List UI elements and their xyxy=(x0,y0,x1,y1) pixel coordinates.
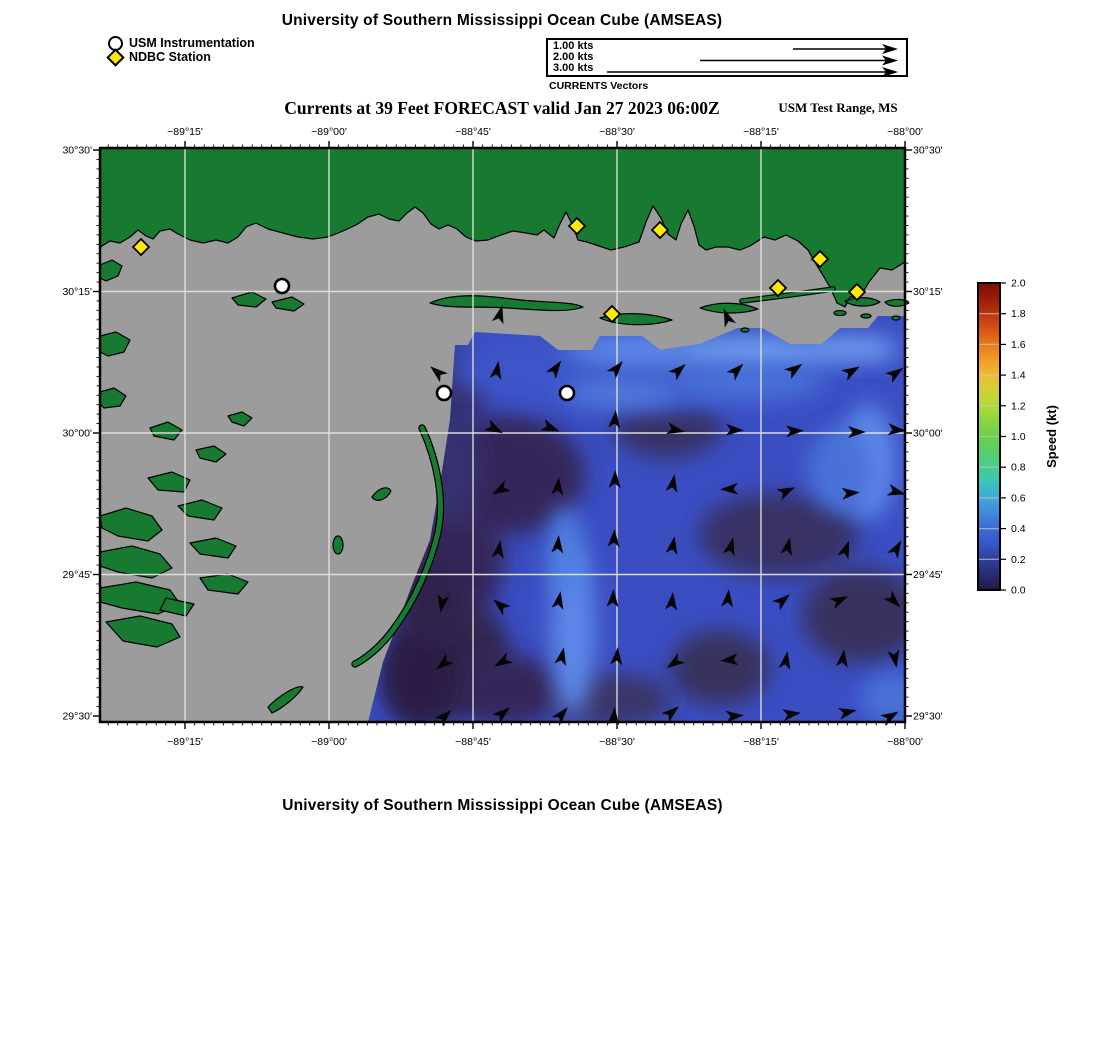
svg-text:30°00': 30°00' xyxy=(62,427,92,440)
svg-text:0.8: 0.8 xyxy=(1011,461,1026,474)
svg-text:30°15': 30°15' xyxy=(913,286,943,298)
svg-text:−88°00': −88°00' xyxy=(887,736,923,748)
top-title: University of Southern Mississippi Ocean Cube (AMSEAS) xyxy=(281,12,723,29)
svg-text:30°30': 30°30' xyxy=(62,144,92,157)
svg-text:1.2: 1.2 xyxy=(1011,400,1026,413)
svg-text:0.6: 0.6 xyxy=(1011,492,1026,505)
usm-instrument-marker xyxy=(560,386,574,400)
svg-text:−88°45': −88°45' xyxy=(455,736,491,748)
svg-text:−88°15': −88°15' xyxy=(743,736,779,748)
svg-text:0.0: 0.0 xyxy=(1011,584,1026,597)
svg-text:−88°30': −88°30' xyxy=(599,126,635,138)
svg-text:30°30': 30°30' xyxy=(913,144,943,157)
svg-text:−89°15': −89°15' xyxy=(167,736,203,748)
vector-scale-label-2: 2.00 kts xyxy=(553,51,594,63)
svg-text:0.2: 0.2 xyxy=(1011,553,1026,566)
svg-text:30°15': 30°15' xyxy=(62,286,92,298)
svg-text:−88°30': −88°30' xyxy=(599,736,635,748)
colorbar xyxy=(978,278,1059,597)
svg-text:−88°15': −88°15' xyxy=(743,126,779,138)
svg-text:−88°45': −88°45' xyxy=(455,126,491,138)
svg-text:2.0: 2.0 xyxy=(1011,277,1026,290)
svg-text:29°45': 29°45' xyxy=(62,569,92,581)
svg-text:0.4: 0.4 xyxy=(1011,523,1026,536)
svg-text:−88°00': −88°00' xyxy=(887,126,923,138)
svg-text:1.6: 1.6 xyxy=(1011,338,1026,351)
vector-scale-label-1: 1.00 kts xyxy=(553,40,594,52)
svg-text:29°45': 29°45' xyxy=(913,569,943,581)
usm-instrument-marker xyxy=(437,386,451,400)
svg-text:1.0: 1.0 xyxy=(1011,431,1026,443)
bottom-title: University of Southern Mississippi Ocean Cube (AMSEAS) xyxy=(282,797,723,814)
colorbar-label: Speed (kt) xyxy=(1044,405,1059,468)
svg-text:−89°15': −89°15' xyxy=(167,126,203,138)
svg-text:1.8: 1.8 xyxy=(1011,308,1026,321)
legend-label-ndbc: NDBC Station xyxy=(129,50,211,64)
svg-text:29°30': 29°30' xyxy=(62,710,92,723)
svg-text:29°30': 29°30' xyxy=(913,710,943,723)
forecast-title: Currents at 39 Feet FORECAST valid Jan 27 2023 06:00Z xyxy=(284,98,720,118)
vector-legend-caption: CURRENTS Vectors xyxy=(549,80,649,92)
svg-text:−89°00': −89°00' xyxy=(311,736,347,748)
legend-label-usm: USM Instrumentation xyxy=(129,36,255,50)
svg-text:−89°00': −89°00' xyxy=(311,126,347,138)
usm-instrument-marker xyxy=(275,279,289,293)
region-label: USM Test Range, MS xyxy=(778,100,898,115)
svg-text:30°00': 30°00' xyxy=(913,427,943,440)
vector-scale-label-3: 3.00 kts xyxy=(553,62,594,74)
svg-text:1.4: 1.4 xyxy=(1011,369,1026,382)
